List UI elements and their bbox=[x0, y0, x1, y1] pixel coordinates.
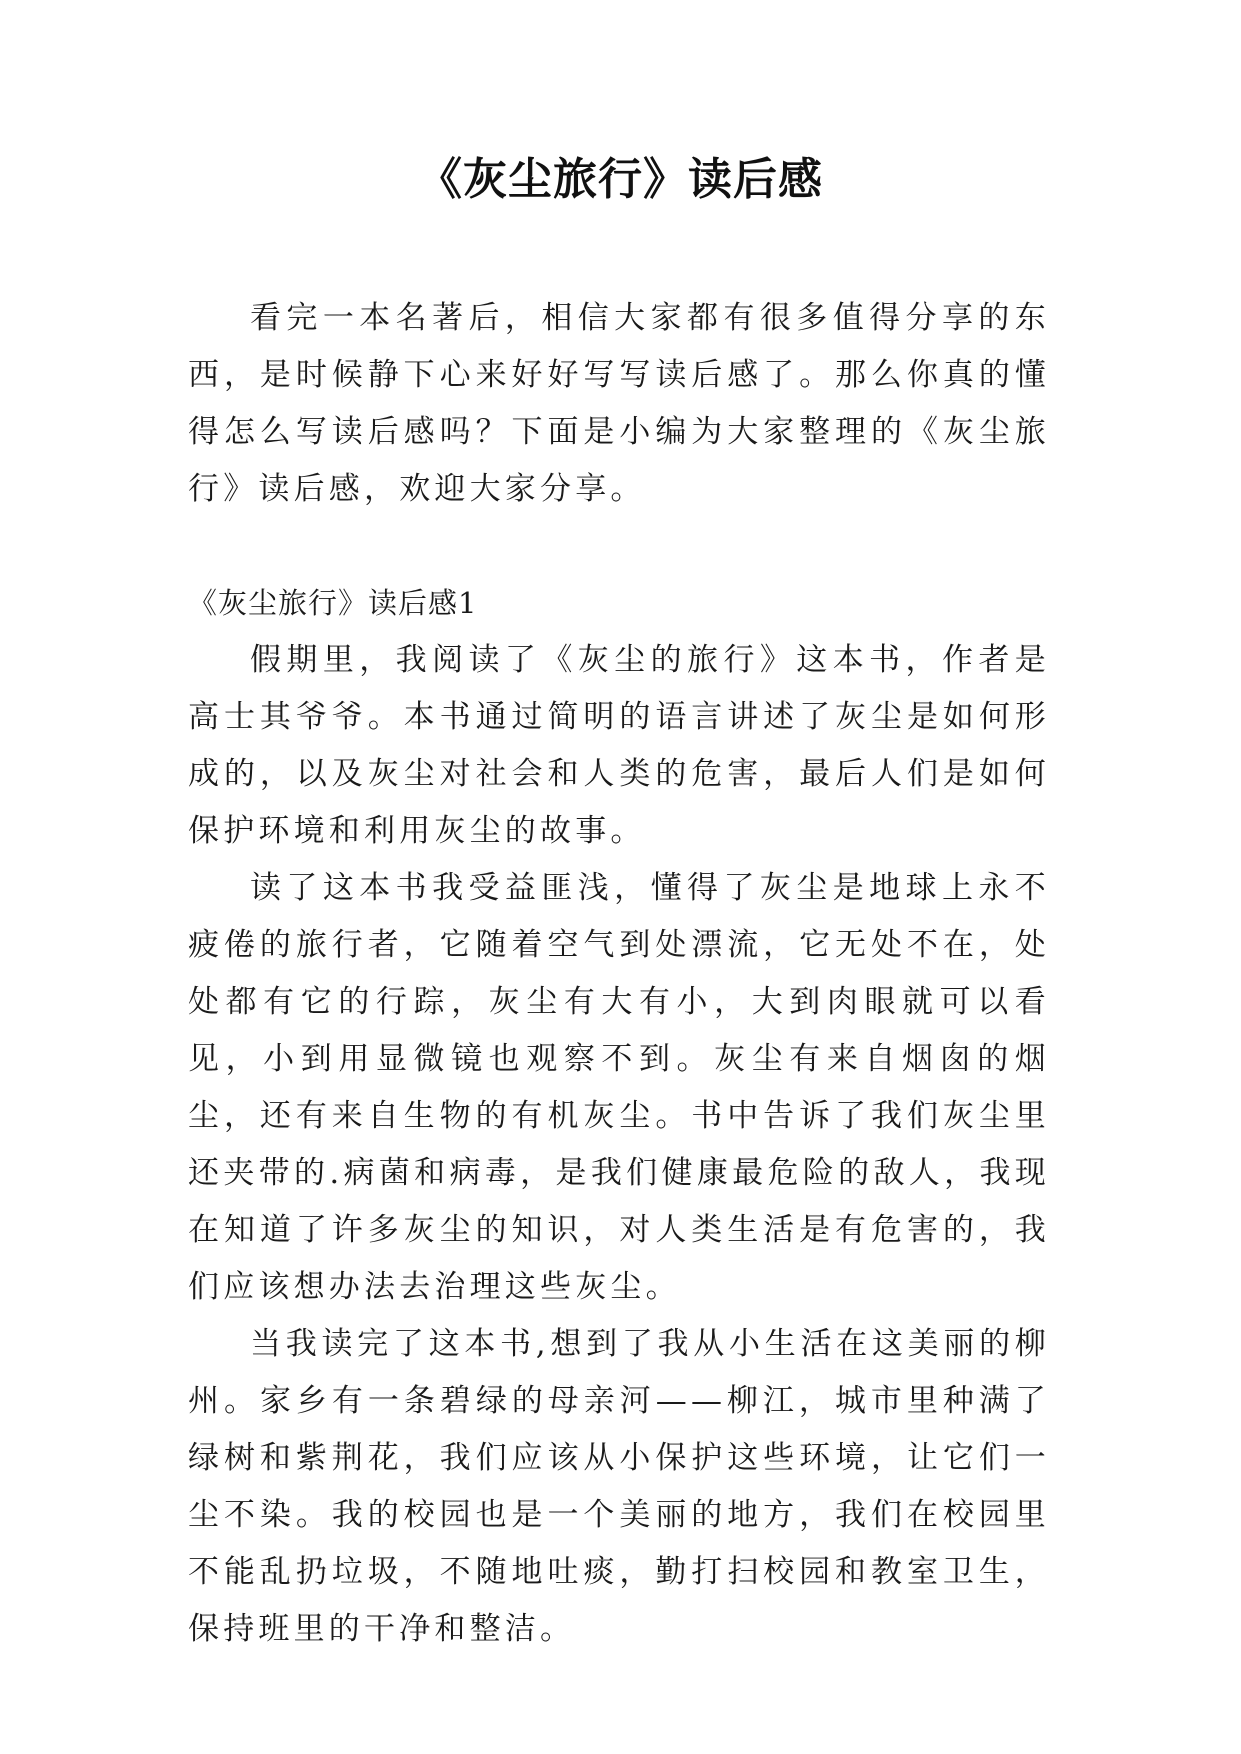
document-body bbox=[188, 290, 1050, 1658]
intro-paragraph: 看完一本名著后，相信大家都有很多值得分享的东西，是时候静下心来好好写写读后感了。那么你真的懂得怎么写读后感吗？下面是小编为大家整理的《灰尘旅行》读后感，欢迎大家分享。 bbox=[188, 300, 1050, 507]
body-paragraph-3: 当我读完了这本书,想到了我从小生活在这美丽的柳州。家乡有一条碧绿的母亲河——柳江，城市里种满了绿树和紫荆花，我们应该从小保护这些环境，让它们一尘不染。我的校园也是一个美丽的地方，我们在校园里不能乱扔垃圾，不随地吐痰，勤打扫校园和教室卫生，保持班里的干净和整洁。 bbox=[188, 1326, 1050, 1647]
document-title: 《灰尘旅行》读后感 bbox=[418, 154, 823, 205]
body-paragraph-1: 假期里，我阅读了《灰尘的旅行》这本书，作者是高士其爷爷。本书通过简明的语言讲述了灰尘是如何形成的，以及灰尘对社会和人类的危害，最后人们是如何保护环境和利用灰尘的故事。 bbox=[188, 642, 1050, 849]
section-heading: 《灰尘旅行》读后感1 bbox=[188, 586, 478, 620]
body-paragraph-2: 读了这本书我受益匪浅，懂得了灰尘是地球上永不疲倦的旅行者，它随着空气到处漂流，它无处不在，处处都有它的行踪，灰尘有大有小，大到肉眼就可以看见，小到用显微镜也观察不到。灰尘有来自烟囱的烟尘，还有来自生物的有机灰尘。书中告诉了我们灰尘里还夹带的.病菌和病毒，是我们健康最危险的敌人，我现在知道了许多灰尘的知识，对人类生活是有危害的，我们应该想办法去治理这些灰尘。 bbox=[188, 870, 1050, 1305]
